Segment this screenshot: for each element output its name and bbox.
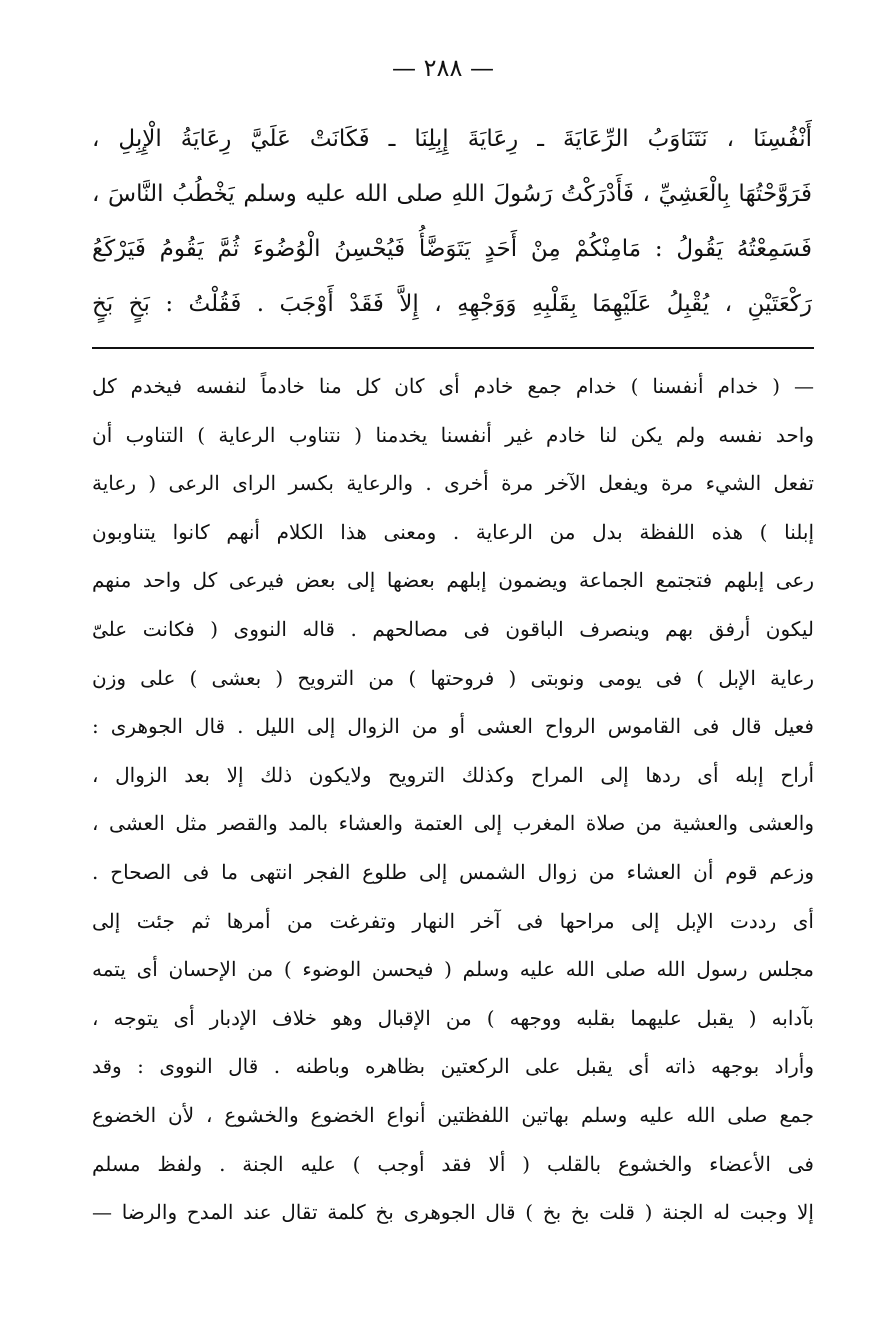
commentary-line: والعشى والعشية من صلاة المغرب إلى العتمة والعشاء بالمد والقصر مثل العشى ، <box>92 811 814 836</box>
commentary-line: جمع صلى الله عليه وسلم بهاتين اللفظتين أنواع الخضوع والخشوع ، لأن الخضوع <box>92 1102 814 1127</box>
commentary-line: إلا وجبت له الجنة ( قلت بخ بخ ) قال الجوهرى بخ كلمة تقال عند المدح والرضا — <box>92 1200 814 1225</box>
commentary-line: أراح إبله أى ردها إلى المراح وكذلك الترويح ولايكون ذلك إلا بعد الزوال ، <box>92 762 814 787</box>
commentary-line: وأراد بوجهه ذاته أى يقبل على الركعتين بظاهره وباطنه . قال النووى : وقد <box>92 1054 814 1079</box>
commentary-line: — ( خدام أنفسنا ) خدام جمع خادم أى كان كل منا خادماً لنفسه فيخدم كل <box>92 374 814 398</box>
hadith-line: فَرَوَّحْتُهَا بِالْعَشِيِّ ، فَأَدْرَكْتُ رَسُولَ اللهِ صلى الله عليه وسلم يَخْطُبُ النَّاسَ ، <box>92 181 812 207</box>
hadith-text <box>92 112 812 332</box>
commentary-line: رعى إبلهم فتجتمع الجماعة ويضمون إبلهم بعضها إلى بعض فيرعى كل واحد منهم <box>92 568 814 593</box>
commentary-line: تفعل الشيء مرة ويفعل الآخر مرة أخرى . والرعاية بكسر الراى الرعى ( رعاية <box>92 471 814 496</box>
section-divider <box>92 347 814 349</box>
commentary-text <box>92 362 814 1237</box>
hadith-line: رَكْعَتَيْنِ ، يُقْبِلُ عَلَيْهِمَا بِقَلْبِهِ وَوَجْهِهِ ، إِلاَّ فَقَدْ أَوْجَبَ . فَقُلْتُ : بَخٍ بَخٍ <box>92 291 812 317</box>
commentary-line: بآدابه ( يقبل عليهما بقلبه ووجهه ) من الإقبال وهو خلاف الإدبار أى يتوجه ، <box>92 1005 814 1030</box>
commentary-line: أى رددت الإبل إلى مراحها فى آخر النهار وتفرغت من أمرها ثم جئت إلى <box>92 908 814 933</box>
hadith-line: فَسَمِعْتُهُ يَقُولُ : مَامِنْكُمْ مِنْ أَحَدٍ يَتَوَضَّأُ فَيُحْسِنُ الْوُضُوءَ ثُمَّ يَقُومُ فَيَرْكَعُ <box>92 236 812 262</box>
commentary-line: إبلنا ) هذه اللفظة بدل من الرعاية . ومعنى هذا الكلام أنهم كانوا يتناوبون <box>92 519 814 544</box>
commentary-line: رعاية الإبل ) فى يومى ونوبتى ( فروحتها ) من الترويح ( بعشى ) على وزن <box>92 665 814 690</box>
commentary-line: فى الأعضاء والخشوع بالقلب ( ألا فقد أوجب ) عليه الجنة . ولفظ مسلم <box>92 1151 814 1176</box>
commentary-line: ليكون أرفق بهم وينصرف الباقون فى مصالحهم . قاله النووى ( فكانت علىّ <box>92 616 814 641</box>
commentary-line: وزعم قوم أن العشاء من زوال الشمس إلى طلوع الفجر انتهى ما فى الصحاح . <box>92 859 814 884</box>
page-number: — ٢٨٨ — <box>392 54 494 82</box>
commentary-line: واحد نفسه ولم يكن لنا خادم غير أنفسنا يخدمنا ( نتناوب الرعاية ) التناوب أن <box>92 422 814 447</box>
commentary-line: مجلس رسول الله صلى الله عليه وسلم ( فيحسن الوضوء ) من الإحسان أى يتمه <box>92 957 814 982</box>
commentary-line: فعيل قال فى القاموس الرواح العشى أو من الزوال إلى الليل . قال الجوهرى : <box>92 714 814 739</box>
hadith-line: أَنْفُسِنَا ، نَتَنَاوَبُ الرِّعَايَةَ ـ رِعَايَةَ إِبِلِنَا ـ فَكَانَتْ عَلَيَّ رِعَايَةُ الْإِبِلِ ، <box>92 126 812 152</box>
